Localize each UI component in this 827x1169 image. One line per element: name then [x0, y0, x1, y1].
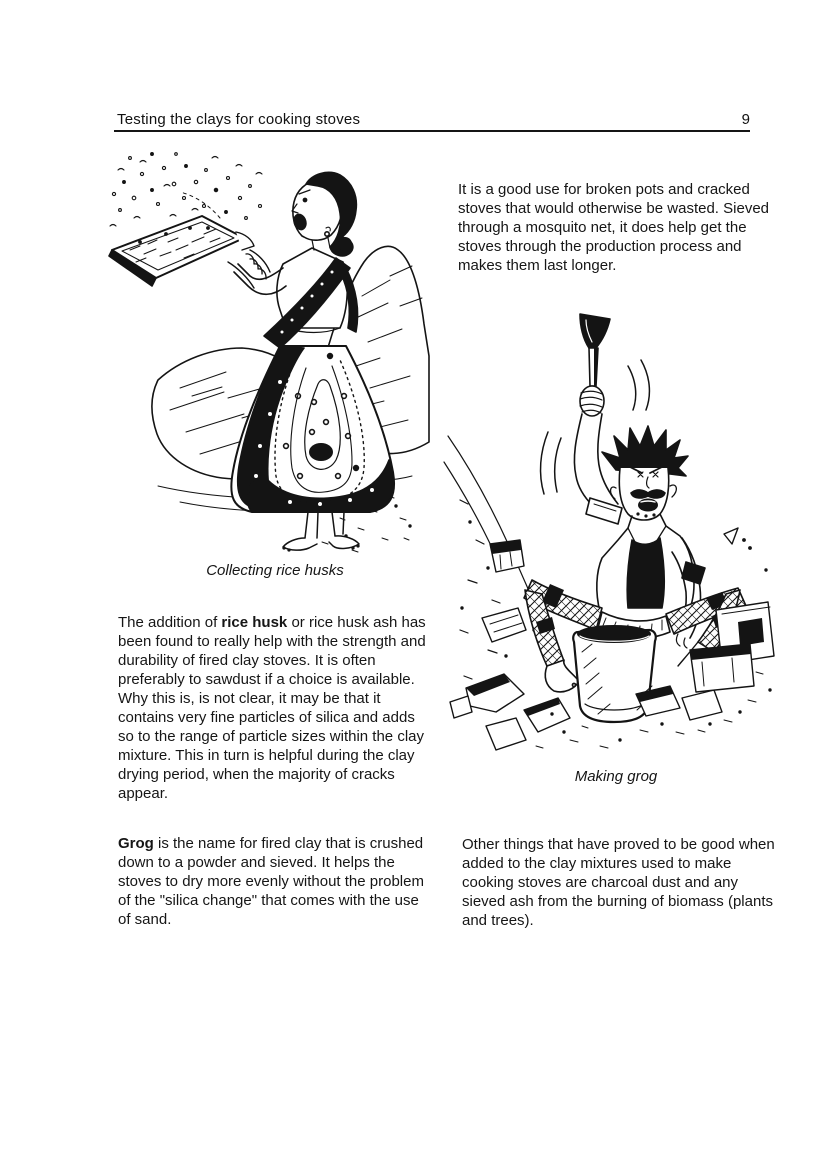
paragraph-other-additives: Other things that have proved to be good when added to the clay mixtures used to make cooking stoves are charcoal dust and any sieved ash from the burning of biomass (plants and trees).	[462, 836, 775, 929]
rice-husk-scatter	[110, 153, 262, 226]
page-number: 9	[741, 111, 750, 128]
header-rule	[114, 130, 750, 132]
paragraph-grog: Grog is the name for fired clay that is crushed down to a powder and sieved. It helps the stoves to dry more evenly without the problem of the "silica change" that comes with the use of sand.	[118, 835, 424, 928]
illustration-making-grog	[440, 300, 780, 758]
woman-feet	[283, 512, 359, 551]
running-header-title: Testing the clays for cooking stoves	[117, 111, 361, 128]
illustration-collecting-rice-husks	[100, 146, 432, 560]
caption-collecting-rice-husks: Collecting rice husks	[206, 562, 344, 579]
paragraph-broken-pots: It is a good use for broken pots and cracked stoves that would otherwise be wasted. Sieved through a mosquito net, it does help get the stoves through the production process and makes them last longer.	[458, 181, 770, 274]
caption-making-grog: Making grog	[574, 768, 658, 785]
paragraph-rice-husk: The addition of rice husk or rice husk ash has been found to really help with the strength and durability of fired clay stoves. It is often preferably to sawdust if a choice is available. Why this is, is not clear, it may be that it contains very fine particles of silica and adds so to the range of particle sizes within the clay mixture. This in turn is helpful during the clay drying period, when the majority of cracks appear.	[118, 614, 426, 802]
woman-head	[291, 172, 356, 255]
pestle	[580, 314, 610, 416]
winnowing-tray	[109, 216, 254, 286]
